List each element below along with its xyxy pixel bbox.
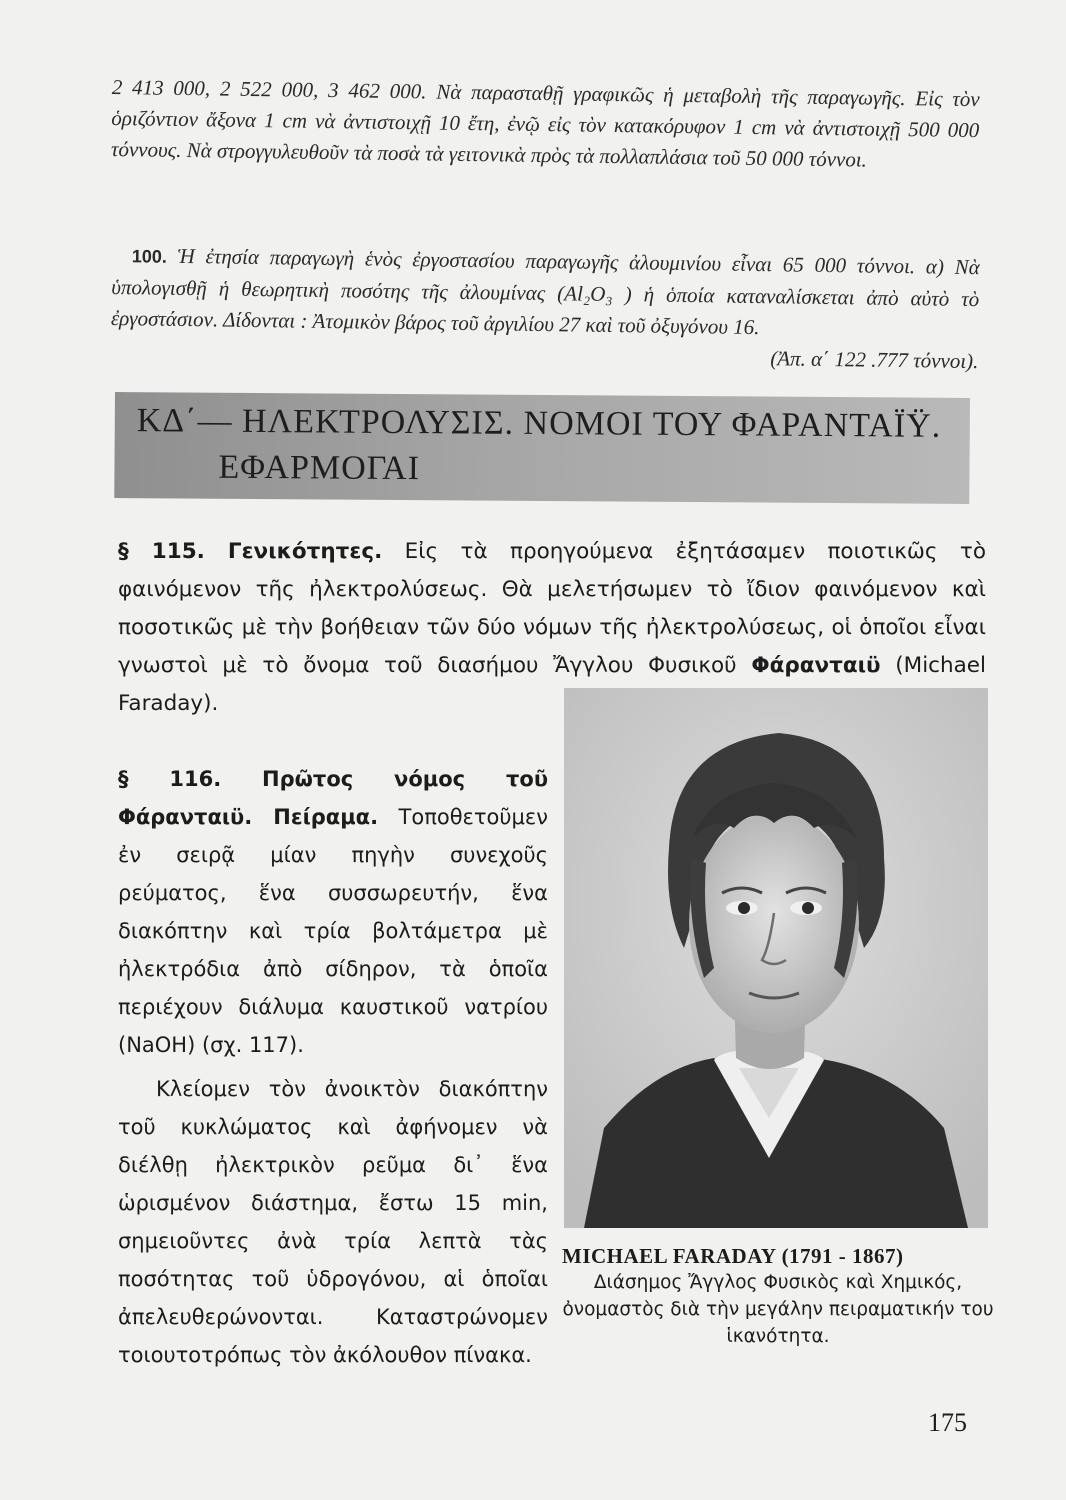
section-116-heading: § 116. Πρῶτος νόμος τοῦ Φάρανταιϋ. Πείραμα. <box>118 767 548 829</box>
section-116-paragraph-2: Κλείομεν τὸν ἀνοικτὸν διακόπτην τοῦ κυκλώματος καὶ ἀφήνομεν νὰ διέλθῃ ἠλεκτρικὸν ρεῦμα δι᾽ ἕνα ὡρισμένον διάστημα, ἔστω 15 min, σημειοῦντες ἀνὰ τρία λεπτὰ τὰς ποσότητας τοῦ ὑδρογόνου, αἱ ὁποῖαι ἀπελευθερώνονται. Καταστρώνομεν τοιουτοτρόπως τὸν ἀκόλουθον πίνακα. <box>118 1077 548 1367</box>
portrait-illustration <box>564 688 988 1228</box>
portrait-caption <box>562 1244 994 1350</box>
chapter-title-line-1: ΚΔ΄— ΗΛΕΚΤΡΟΛΥΣΙΣ. ΝΟΜΟΙ ΤΟΥ ΦΑΡΑΝΤΑΪΫ. <box>136 402 942 445</box>
section-115-heading: § 115. Γενικότητες. <box>118 539 383 564</box>
problem-answer: (Ἀπ. α΄ 122 .777 τόννοι). <box>770 346 979 374</box>
problem-100 <box>110 240 980 377</box>
problem-text: Ἡ ἐτησία παραγωγὴ ἑνὸς ἐργοστασίου παραγωγῆς ἀλουμινίου εἶναι 65 000 τόννοι. α) Νὰ ὑπολογισθῇ ἡ θεωρητικὴ ποσότης τῆς ἀλουμίνας (Al₂O₃ ) ἡ ὁποία καταναλίσκεται ἀπὸ αὐτὸ τὸ ἐργοστάσιον. Δίδονται : Ἀτομικὸν βάρος τοῦ ἀργιλίου 27 καὶ τοῦ ὀξυγόνου 16. <box>110 243 980 340</box>
section-116-paragraph-1: Τοποθετοῦμεν ἐν σειρᾷ μίαν πηγὴν συνεχοῦς ρεύματος, ἕνα συσσωρευτήν, ἕνα διακόπτην καὶ τρία βολτάμετρα μὲ ἠλεκτρόδια ἀπὸ σίδηρον, τὰ ὁποῖα περιέχουν διάλυμα καυστικοῦ νατρίου (NaOH) (σχ. 117). <box>118 805 548 1057</box>
faraday-name: Φάρανταιϋ <box>751 653 881 678</box>
page-number: 175 <box>928 1408 967 1437</box>
section-115-text: Εἰς τὰ προηγούμενα ἐξητάσαμεν ποιοτικῶς τὸ φαινόμενον τῆς ἠλεκτρολύσεως. Θὰ μελετήσωμεν τὸ ἴδιον φαινόμενον καὶ ποσοτικῶς μὲ τὴν βοήθειαν τῶν δύο νόμων τῆς ἠλεκτρολύσεως, οἱ ὁποῖοι εἶναι γνωστοὶ μὲ τὸ ὄνομα τοῦ διασήμου Ἄγγλου Φυσικοῦ <box>118 539 987 678</box>
section-116 <box>118 760 548 1374</box>
caption-text: Διάσημος Ἄγγλος Φυσικὸς καὶ Χημικός, ὀνομαστὸς διὰ τὴν μεγάλην πειραματικήν του ἱκανότητα. <box>562 1272 994 1347</box>
chapter-heading-banner <box>114 392 970 504</box>
faraday-portrait-image <box>564 688 988 1228</box>
previous-problem-text: 2 413 000, 2 522 000, 3 462 000. Νὰ παρασταθῇ γραφικῶς ἡ μεταβολὴ τῆς παραγωγῆς. Εἰς τὸν ὁριζόντιον ἄξονα 1 cm νὰ ἀντιστοιχῇ 10 ἔτη, ἐνῷ εἰς τὸν κατακόρυφον 1 cm νὰ ἀντιστοιχῇ 500 000 τόννους. Νὰ στρογγυλευθοῦν τὰ ποσὰ τὰ γειτονικὰ πρὸς τὰ πολλαπλάσια τοῦ 50 000 τόννοι. <box>110 74 980 172</box>
problem-number: 100. <box>131 246 167 267</box>
caption-title: MICHAEL FARADAY (1791 - 1867) <box>562 1244 904 1268</box>
faraday-name-latin: (Michael Faraday). <box>118 653 986 716</box>
chapter-title-line-2: ΕΦΑΡΜΟΓΑΙ <box>218 448 421 488</box>
